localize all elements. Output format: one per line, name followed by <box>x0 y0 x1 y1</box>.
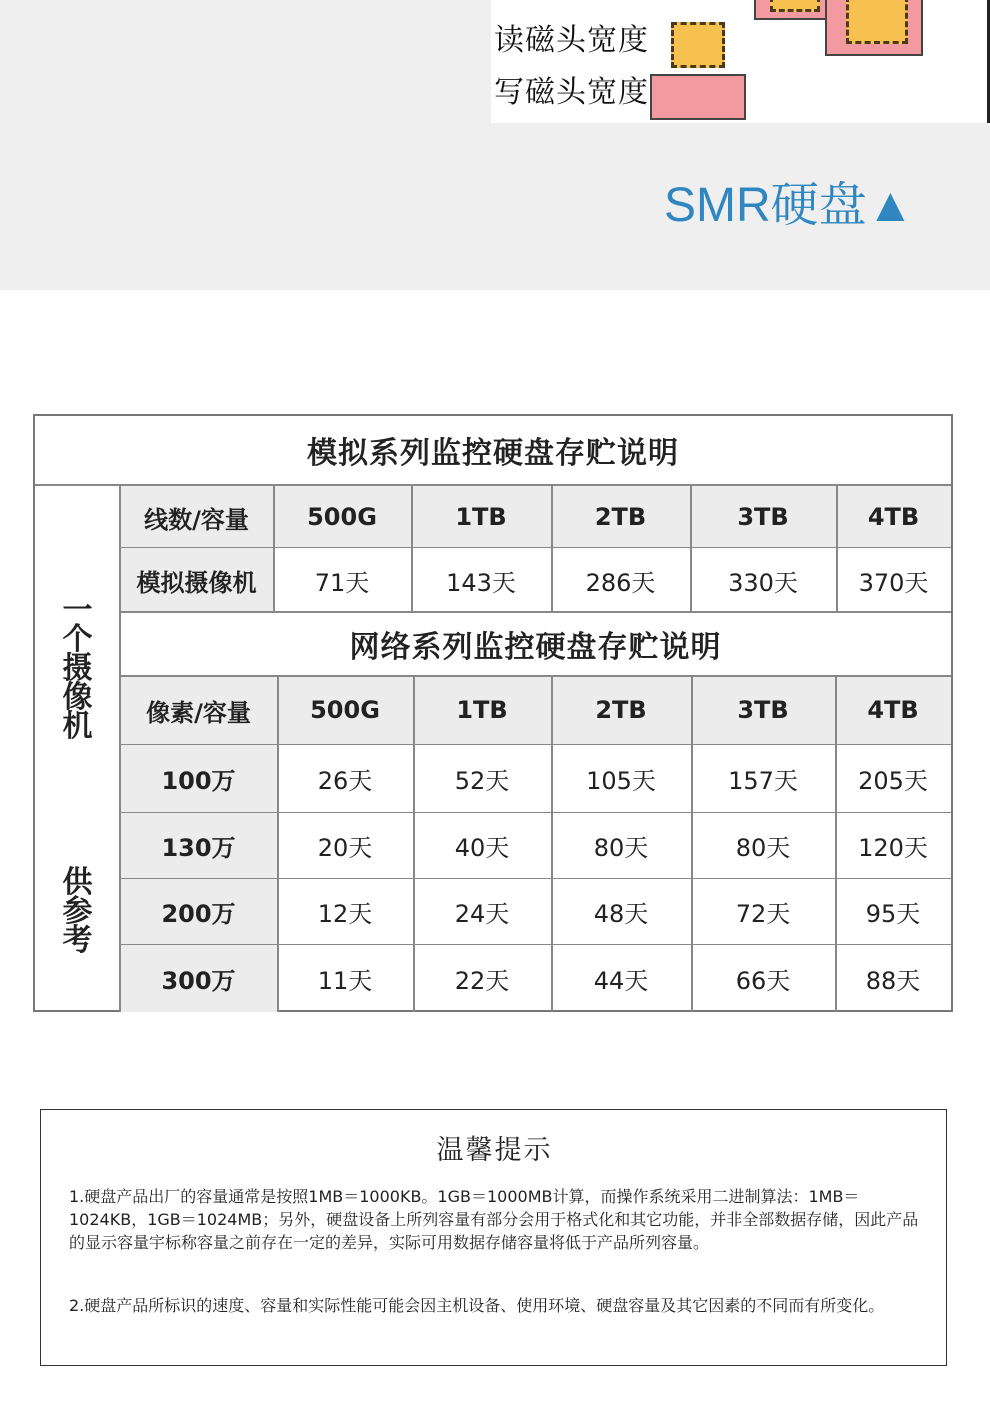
analog-header-capacity: 500G <box>273 486 411 548</box>
tip-paragraph-2: 2.硬盘产品所标识的速度、容量和实际性能可能会因主机设备、使用环境、硬盘容量及其它因素的不同而有所变化。 <box>69 1296 885 1315</box>
network-table-title: 网络系列监控硬盘存贮说明 <box>349 630 722 665</box>
network-header-capacity: 1TB <box>413 676 551 744</box>
network-header-capacity: 500G <box>277 676 413 744</box>
analog-row-value: 143天 <box>446 568 516 597</box>
legend-read-label: 读磁头宽度 <box>494 23 649 58</box>
network-row-value: 24天 <box>454 899 510 928</box>
network-row-value: 80天 <box>735 833 791 862</box>
table-gridline <box>411 486 413 612</box>
side-label-camera <box>35 593 120 744</box>
table-gridline <box>120 878 951 879</box>
network-row-value: 26天 <box>317 766 373 795</box>
smr-caption: SMR硬盘▲ <box>664 179 915 232</box>
analog-header-capacity: 3TB <box>690 486 836 548</box>
table-gridline <box>836 486 838 612</box>
table-gridline <box>277 676 279 1012</box>
network-row-value: 205天 <box>858 766 928 795</box>
network-row-value: 44天 <box>593 966 649 995</box>
network-row-value: 52天 <box>454 766 510 795</box>
analog-row-value: 71天 <box>314 568 370 597</box>
analog-row-value: 286天 <box>585 568 656 597</box>
side-label-char: 考 <box>62 923 93 958</box>
network-row-value: 120天 <box>858 833 928 862</box>
table-gridline <box>690 486 692 612</box>
tip-paragraph-1: 1.硬盘产品出厂的容量通常是按照1MB＝1000KB。1GB＝1000MB计算，而操作系统采用二进制算法：1MB＝1024KB，1GB＝1024MB；另外，硬盘设备上所列容量有部分会用于格式化和其它功能，并非全部数据存储，因此产品的显示容量宇标称容量之前存在一定的差异，实际可用数据存储容量将低于产品所列容量。 <box>69 1187 919 1252</box>
analog-header-capacity: 1TB <box>411 486 551 548</box>
network-row-value: 157天 <box>728 766 798 795</box>
tips-title: 温馨提示 <box>436 1135 553 1166</box>
network-row-value: 40天 <box>454 833 510 862</box>
network-row-value: 11天 <box>317 966 373 995</box>
read-track-shape <box>770 0 820 12</box>
network-row-value: 48天 <box>593 899 649 928</box>
smr-banner <box>0 0 990 290</box>
network-row-label: 130万 <box>120 812 277 878</box>
side-label-char: 个 <box>62 622 93 657</box>
analog-header-capacity: 2TB <box>551 486 690 548</box>
network-header-capacity: 2TB <box>551 676 691 744</box>
network-row-value: 22天 <box>454 966 510 995</box>
side-label-char: 像 <box>62 680 93 715</box>
table-gridline <box>273 486 275 612</box>
network-row-value: 105天 <box>586 766 656 795</box>
legend-write-label: 写磁头宽度 <box>494 75 649 110</box>
table-gridline <box>120 812 951 813</box>
network-header-capacity: 3TB <box>691 676 835 744</box>
network-row-value: 88天 <box>865 966 921 995</box>
table-gridline <box>120 547 951 548</box>
analog-row-value: 370天 <box>858 568 929 597</box>
table-gridline <box>551 486 553 612</box>
analog-row-label: 模拟摄像机 <box>120 548 273 612</box>
side-label-char: 供 <box>62 865 93 900</box>
network-header-label: 像素/容量 <box>120 676 277 744</box>
read-track-shape <box>846 0 908 44</box>
analog-row-value: 330天 <box>728 568 798 597</box>
legend-write-swatch <box>650 74 746 120</box>
tips-box <box>40 1109 947 1366</box>
storage-duration-table <box>33 414 953 1012</box>
network-row-label: 200万 <box>120 878 277 944</box>
table-gridline <box>835 676 837 1012</box>
network-row-value: 12天 <box>317 899 373 928</box>
network-row-value: 72天 <box>735 899 791 928</box>
table-gridline <box>120 744 951 745</box>
table-gridline <box>120 944 951 945</box>
side-label-char: 参 <box>62 894 93 929</box>
table-gridline <box>120 675 951 677</box>
table-gridline <box>35 484 951 486</box>
legend-read-swatch <box>671 22 725 68</box>
side-label-char: 摄 <box>62 651 93 686</box>
network-row-value: 95天 <box>865 899 921 928</box>
analog-header-label: 线数/容量 <box>120 486 273 548</box>
table-gridline <box>551 676 553 1012</box>
table-gridline <box>413 676 415 1012</box>
network-row-value: 66天 <box>735 966 791 995</box>
network-row-label: 300万 <box>120 944 277 1012</box>
analog-header-capacity: 4TB <box>836 486 951 548</box>
side-label-char: 机 <box>62 709 93 744</box>
network-row-value: 20天 <box>317 833 373 862</box>
network-header-capacity: 4TB <box>835 676 951 744</box>
side-label-char: 一 <box>62 593 93 628</box>
table-gridline <box>691 676 693 1012</box>
table-gridline <box>119 484 121 1012</box>
analog-table-title: 模拟系列监控硬盘存贮说明 <box>307 436 679 471</box>
network-row-label: 100万 <box>120 744 277 812</box>
side-label-reference <box>35 865 120 958</box>
network-row-value: 80天 <box>593 833 649 862</box>
smr-head-diagram <box>491 0 990 123</box>
table-gridline <box>120 611 951 613</box>
